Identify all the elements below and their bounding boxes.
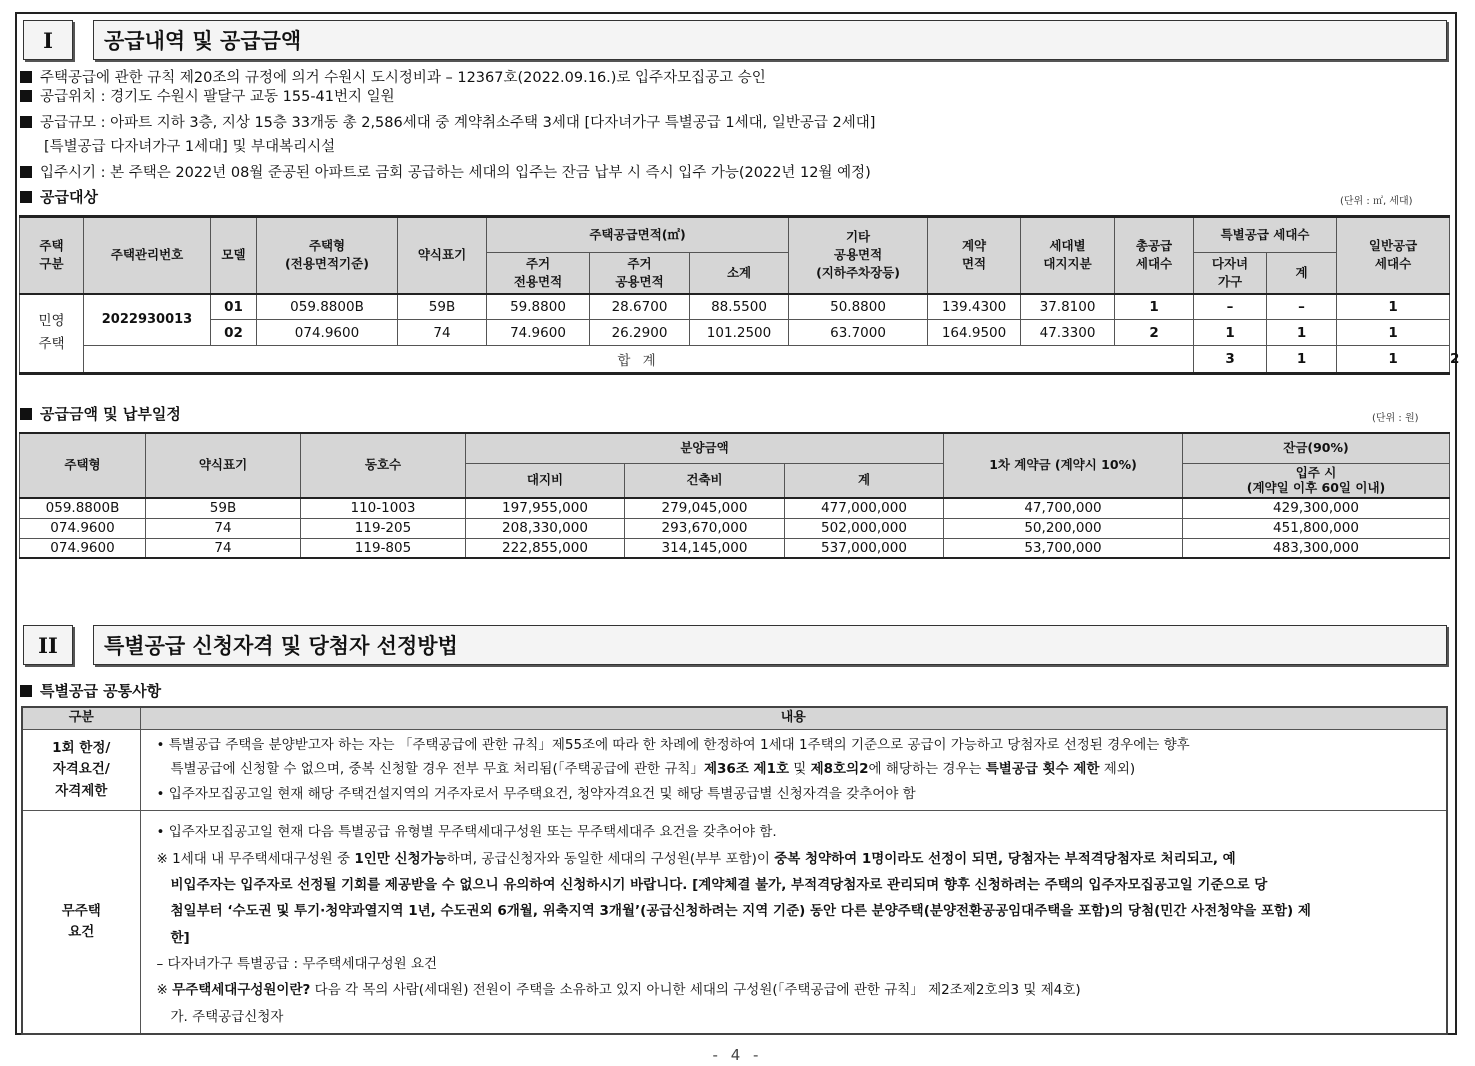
cell-exclusive: 59.8800 — [487, 294, 590, 320]
cell-building: 279,045,000 — [625, 498, 785, 518]
cell-model: 02 — [211, 320, 257, 346]
col-mgmt-no: 주택관리번호 — [84, 217, 211, 294]
sum-label: 합 계 — [84, 346, 1194, 374]
col-exclusive: 주거 전용면적 — [487, 253, 590, 294]
cell-balance: 451,800,000 — [1183, 518, 1450, 538]
cell-land: 37.8100 — [1021, 294, 1115, 320]
col-sale-group: 분양금액 — [466, 433, 944, 463]
table-row — [20, 538, 1450, 558]
cell-special-sum: 1 — [1267, 320, 1337, 346]
info-line-scale: 공급규모 : 아파트 지하 3층, 지상 15층 33개동 총 2,586세대 중 계약취소주택 3세대 [다자녀가구 특별공급 1세대, 일반공급 2세대] — [20, 111, 875, 132]
content-line: • 특별공급 주택을 분양받고자 하는 자는 「주택공급에 관한 규칙」제55조에 따라 한 차례에 한정하여 1세대 1주택의 기준으로 공급이 가능하고 당첨자로 선정된 경우에는 향후 — [156, 736, 1190, 753]
col-subtotal: 소계 — [690, 253, 789, 294]
content-homeless — [140, 811, 1447, 1034]
cell-contract: 139.4300 — [928, 294, 1021, 320]
content-line: – 다자녀가구 특별공급 : 무주택세대구성원 요건 — [156, 955, 438, 972]
price-heading: 공급금액 및 납부일정 — [20, 403, 181, 424]
section-1-header — [23, 20, 1447, 60]
cell-land: 208,330,000 — [466, 518, 625, 538]
cell-common: 26.2900 — [590, 320, 690, 346]
table-row — [20, 518, 1450, 538]
cell-total: 2 — [1115, 320, 1194, 346]
col-abbr: 약식표기 — [398, 217, 487, 294]
cell-sum: 502,000,000 — [785, 518, 944, 538]
cell-type: 059.8800B — [20, 498, 146, 518]
cell-unit: 119-805 — [301, 538, 466, 558]
cell-building: 314,145,000 — [625, 538, 785, 558]
cell-unit: 119-205 — [301, 518, 466, 538]
col-balance-group: 잔금(90%) — [1183, 433, 1450, 463]
section-2-header — [23, 625, 1447, 665]
col-sale-sum: 계 — [785, 463, 944, 498]
info-line-approval: 주택공급에 관한 규칙 제20조의 규정에 의거 수원시 도시정비과 – 12367호(2022.09.16.)로 입주자모집공고 승인 — [20, 66, 766, 87]
cell-type: 059.8800B — [257, 294, 398, 320]
cell-land: 222,855,000 — [466, 538, 625, 558]
price-table — [19, 432, 1450, 559]
col-land-cost: 대지비 — [466, 463, 625, 498]
square-bullet-icon — [20, 116, 32, 128]
col-common: 주거 공용면적 — [590, 253, 690, 294]
square-bullet-icon — [20, 685, 32, 697]
square-bullet-icon — [20, 90, 32, 102]
special-supply-table — [21, 706, 1448, 1035]
cell-abbr: 59B — [146, 498, 301, 518]
col-general-units: 일반공급 세대수 — [1337, 217, 1450, 294]
supply-unit: (단위 : ㎡, 세대) — [1340, 196, 1413, 207]
cell-abbr: 59B — [398, 294, 487, 320]
cell-type: 074.9600 — [257, 320, 398, 346]
cell-first: 53,700,000 — [944, 538, 1183, 558]
table-row — [22, 811, 1447, 1034]
cell-general: 1 — [1337, 294, 1450, 320]
section-2-number: II — [23, 625, 73, 665]
cell-model: 01 — [211, 294, 257, 320]
housing-category: 민영 주택 — [20, 294, 84, 374]
cell-abbr: 74 — [146, 538, 301, 558]
cell-type: 074.9600 — [20, 538, 146, 558]
cell-balance: 429,300,000 — [1183, 498, 1450, 518]
info-line-movein: 입주시기 : 본 주택은 2022년 08월 준공된 아파트로 금회 공급하는 세대의 입주는 잔금 납부 시 즉시 입주 가능(2022년 12월 예정) — [20, 161, 871, 182]
col-other-common: 기타 공용면적 (지하주차장등) — [789, 217, 928, 294]
cell-type: 074.9600 — [20, 518, 146, 538]
cell-building: 293,670,000 — [625, 518, 785, 538]
cell-unit: 110-1003 — [301, 498, 466, 518]
info-line-scale-cont: [특별공급 다자녀가구 1세대] 및 부대복리시설 — [44, 139, 336, 155]
col-area-group: 주택공급면적(㎡) — [487, 217, 789, 253]
cell-land: 47.3300 — [1021, 320, 1115, 346]
table-row — [22, 729, 1447, 811]
col-housing-type: 주택 구분 — [20, 217, 84, 294]
col-first-payment: 1차 계약금 (계약시 10%) — [944, 433, 1183, 498]
col-building-cost: 건축비 — [625, 463, 785, 498]
cell-other: 63.7000 — [789, 320, 928, 346]
cell-common: 28.6700 — [590, 294, 690, 320]
section-1-title: 공급내역 및 공급금액 — [93, 20, 1447, 60]
cell-special-sum: – — [1267, 294, 1337, 320]
content-line: • 입주자모집공고일 현재 다음 특별공급 유형별 무주택세대구성원 또는 무주택세대주 요건을 갖추어야 함. — [156, 824, 777, 841]
cell-land: 197,955,000 — [466, 498, 625, 518]
col-abbr: 약식표기 — [146, 433, 301, 498]
section-1-number: I — [23, 20, 73, 60]
supply-heading: 공급대상 — [20, 186, 98, 207]
sum-multi: 1 — [1267, 346, 1337, 374]
table-row — [20, 294, 1450, 320]
cell-first: 50,200,000 — [944, 518, 1183, 538]
content-line: 특별공급에 신청할 수 없으며, 중복 신청할 경우 전부 무효 처리됨(「주택공급에 관한 규칙」제36조 제1호 및 제8호의2에 해당하는 경우는 특별공급 횟수 제한 제외) — [170, 761, 1136, 778]
content-line: 가. 주택공급신청자 — [170, 1008, 284, 1025]
table-row — [20, 320, 1450, 346]
content-line: 첨일부터 ‘수도권 및 투기·청약과열지역 1년, 수도권외 6개월, 위축지역 3개월’(공급신청하려는 지역 기준) 동안 다른 분양주택(분양전환공공임대주택을 포함)의 당첨(민간 사전청약을 포함) 제 — [170, 903, 1311, 920]
col-special-sum: 계 — [1267, 253, 1337, 294]
cell-abbr: 74 — [146, 518, 301, 538]
content-line: ※ 1세대 내 무주택세대구성원 중 1인만 신청가능하며, 공급신청자와 동일한 세대의 구성원(부부 포함)이 중복 청약하여 1명이라도 선정이 되면, 당첨자는 부적격당첨자로 처리되고, 예 — [156, 850, 1236, 867]
col-contract-area: 계약 면적 — [928, 217, 1021, 294]
col-model: 모델 — [211, 217, 257, 294]
cell-sum: 537,000,000 — [785, 538, 944, 558]
content-line: 비입주자는 입주자로 선정될 기회를 제공받을 수 없으니 유의하여 신청하시기 바랍니다. [계약체결 불가, 부적격당첨자로 관리되며 향후 신청하려는 주택의 입주자모집공고일 기준으로 당 — [170, 877, 1268, 894]
col-unit-no: 동호수 — [301, 433, 466, 498]
info-line-location: 공급위치 : 경기도 수원시 팔달구 교동 155-41번지 일원 — [20, 85, 395, 106]
cell-first: 47,700,000 — [944, 498, 1183, 518]
cell-contract: 164.9500 — [928, 320, 1021, 346]
cell-exclusive: 74.9600 — [487, 320, 590, 346]
cell-abbr: 74 — [398, 320, 487, 346]
cell-multi: 1 — [1194, 320, 1267, 346]
square-bullet-icon — [20, 408, 32, 420]
cell-subtotal: 101.2500 — [690, 320, 789, 346]
sum-special: 1 — [1337, 346, 1450, 374]
special-common-heading: 특별공급 공통사항 — [20, 680, 161, 701]
col-type: 주택형 — [20, 433, 146, 498]
category-limit: 1회 한정/ 자격요건/ 자격제한 — [22, 729, 140, 811]
table-row — [20, 498, 1450, 518]
sum-row: 합 계 3 1 1 2 — [20, 346, 1450, 374]
section-2-title: 특별공급 신청자격 및 당첨자 선정방법 — [93, 625, 1447, 665]
col-category: 구분 — [22, 707, 140, 729]
content-limit — [140, 729, 1447, 811]
content-line: ※ 무주택세대구성원이란? 다음 각 목의 사람(세대원) 전원이 주택을 소유하고 있지 아니한 세대의 구성원(「주택공급에 관한 규칙」 제2조제2호의3 및 제4호) — [156, 982, 1081, 999]
cell-balance: 483,300,000 — [1183, 538, 1450, 558]
cell-total: 1 — [1115, 294, 1194, 320]
cell-general: 1 — [1337, 320, 1450, 346]
price-unit: (단위 : 원) — [1372, 413, 1419, 424]
cell-other: 50.8800 — [789, 294, 928, 320]
col-content: 내용 — [140, 707, 1447, 729]
mgmt-number: 2022930013 — [84, 294, 211, 346]
cell-sum: 477,000,000 — [785, 498, 944, 518]
sum-total: 3 — [1194, 346, 1267, 374]
cell-multi: – — [1194, 294, 1267, 320]
cell-subtotal: 88.5500 — [690, 294, 789, 320]
col-special-group: 특별공급 세대수 — [1194, 217, 1337, 253]
content-line: 한] — [170, 929, 190, 946]
col-balance: 입주 시 (계약일 이후 60일 이내) — [1183, 463, 1450, 498]
col-land-share: 세대별 대지지분 — [1021, 217, 1115, 294]
square-bullet-icon — [20, 71, 32, 83]
col-house-type: 주택형 (전용면적기준) — [257, 217, 398, 294]
col-multi-child: 다자녀 가구 — [1194, 253, 1267, 294]
square-bullet-icon — [20, 191, 32, 203]
supply-table — [19, 215, 1460, 375]
page-number: - 4 - — [712, 1046, 763, 1064]
category-homeless: 무주택 요건 — [22, 811, 140, 1034]
square-bullet-icon — [20, 166, 32, 178]
col-total-units: 총공급 세대수 — [1115, 217, 1194, 294]
content-line: • 입주자모집공고일 현재 해당 주택건설지역의 거주자로서 무주택요건, 청약자격요건 및 해당 특별공급별 신청자격을 갖추어야 함 — [156, 786, 916, 803]
